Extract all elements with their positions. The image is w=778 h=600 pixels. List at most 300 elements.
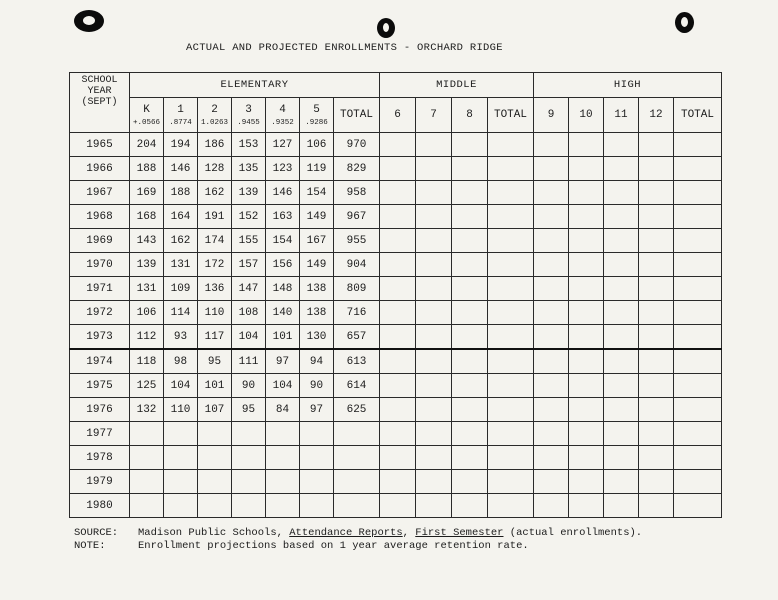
enrollment-cell: 153 [232, 133, 266, 157]
empty-cell [488, 398, 534, 422]
enrollment-cell: 94 [300, 349, 334, 374]
empty-cell [639, 398, 674, 422]
note-text-post: year average retention rate. [345, 540, 529, 552]
source-label: SOURCE: [74, 527, 119, 539]
empty-cell [380, 301, 416, 325]
elementary-col-header [198, 98, 232, 133]
empty-cell [488, 277, 534, 301]
enrollment-cell: 172 [198, 253, 232, 277]
empty-cell [380, 325, 416, 350]
empty-cell [569, 205, 604, 229]
table-row [70, 325, 722, 350]
enrollment-cell: 119 [300, 157, 334, 181]
enrollment-cell [198, 422, 232, 446]
empty-cell [534, 301, 569, 325]
empty-cell [569, 133, 604, 157]
empty-cell [534, 398, 569, 422]
empty-cell [604, 229, 639, 253]
empty-cell [674, 349, 722, 374]
enrollment-cell: 204 [130, 133, 164, 157]
enrollment-cell: 117 [198, 325, 232, 350]
enrollment-cell: 97 [266, 349, 300, 374]
grade-label: 4 [279, 103, 286, 116]
enrollment-cell: 148 [266, 277, 300, 301]
empty-cell [488, 494, 534, 518]
table-row [70, 422, 722, 446]
empty-cell [416, 205, 452, 229]
empty-cell [604, 133, 639, 157]
retention-rate: 1.0263 [200, 118, 228, 127]
empty-cell [569, 470, 604, 494]
elementary-total-cell: 716 [334, 301, 380, 325]
empty-cell [604, 349, 639, 374]
empty-cell [604, 494, 639, 518]
elementary-total-cell: 625 [334, 398, 380, 422]
enrollment-cell: 104 [164, 374, 198, 398]
binder-hole-middle [377, 18, 395, 38]
elementary-total-cell: 614 [334, 374, 380, 398]
empty-cell [452, 181, 488, 205]
empty-cell [452, 325, 488, 350]
enrollment-cell: 149 [300, 205, 334, 229]
table-row [70, 374, 722, 398]
table-row [70, 229, 722, 253]
note-text-pre: Enrollment projections based on [138, 540, 340, 552]
enrollment-cell: 152 [232, 205, 266, 229]
empty-cell [639, 277, 674, 301]
empty-cell [569, 422, 604, 446]
middle-col-header: TOTAL [488, 98, 534, 133]
enrollment-cell: 95 [198, 349, 232, 374]
empty-cell [674, 446, 722, 470]
enrollment-cell: 154 [300, 181, 334, 205]
year-cell: 1977 [70, 422, 130, 446]
empty-cell [639, 229, 674, 253]
empty-cell [452, 229, 488, 253]
enrollment-cell [130, 470, 164, 494]
empty-cell [380, 446, 416, 470]
elementary-total-cell [334, 446, 380, 470]
empty-cell [569, 446, 604, 470]
empty-cell [534, 470, 569, 494]
table-row [70, 398, 722, 422]
high-col-header: 9 [534, 98, 569, 133]
empty-cell [380, 253, 416, 277]
first-semester-title: First Semester [415, 527, 504, 539]
source-text-post: (actual enrollments). [503, 527, 643, 539]
source-line [74, 527, 642, 540]
empty-cell [452, 277, 488, 301]
empty-cell [569, 229, 604, 253]
table-row [70, 133, 722, 157]
empty-cell [674, 157, 722, 181]
enrollment-cell [164, 446, 198, 470]
enrollment-cell [130, 422, 164, 446]
enrollment-cell: 167 [300, 229, 334, 253]
empty-cell [534, 181, 569, 205]
enrollment-cell: 107 [198, 398, 232, 422]
elementary-col-header [266, 98, 300, 133]
empty-cell [674, 253, 722, 277]
empty-cell [604, 325, 639, 350]
empty-cell [416, 349, 452, 374]
binder-hole-right [675, 12, 694, 33]
grade-label: 3 [245, 103, 252, 116]
table-row [70, 277, 722, 301]
enrollment-cell: 138 [300, 301, 334, 325]
enrollment-cell: 131 [164, 253, 198, 277]
table-row [70, 205, 722, 229]
empty-cell [416, 157, 452, 181]
empty-cell [452, 133, 488, 157]
empty-cell [674, 205, 722, 229]
enrollment-cell: 118 [130, 349, 164, 374]
empty-cell [534, 277, 569, 301]
elementary-total-cell [334, 422, 380, 446]
empty-cell [452, 205, 488, 229]
enrollment-cell: 97 [300, 398, 334, 422]
enrollment-cell: 104 [232, 325, 266, 350]
empty-cell [416, 181, 452, 205]
elementary-group-header: ELEMENTARY [130, 73, 380, 98]
empty-cell [488, 325, 534, 350]
enrollment-cell: 106 [130, 301, 164, 325]
enrollment-cell: 139 [130, 253, 164, 277]
elementary-total-cell [334, 470, 380, 494]
year-cell: 1972 [70, 301, 130, 325]
elementary-col-header [334, 98, 380, 133]
empty-cell [488, 422, 534, 446]
empty-cell [674, 470, 722, 494]
empty-cell [452, 446, 488, 470]
note-line [74, 540, 642, 553]
empty-cell [416, 325, 452, 350]
elementary-total-cell: 829 [334, 157, 380, 181]
empty-cell [380, 422, 416, 446]
empty-cell [416, 133, 452, 157]
empty-cell [674, 277, 722, 301]
enrollment-cell: 162 [164, 229, 198, 253]
empty-cell [452, 398, 488, 422]
enrollment-cell: 138 [300, 277, 334, 301]
empty-cell [488, 229, 534, 253]
empty-cell [569, 494, 604, 518]
empty-cell [380, 374, 416, 398]
enrollment-cell [164, 422, 198, 446]
empty-cell [488, 157, 534, 181]
year-cell: 1965 [70, 133, 130, 157]
empty-cell [534, 133, 569, 157]
enrollment-cell [164, 494, 198, 518]
enrollment-cell: 108 [232, 301, 266, 325]
empty-cell [639, 157, 674, 181]
enrollment-cell: 127 [266, 133, 300, 157]
enrollment-cell: 156 [266, 253, 300, 277]
empty-cell [488, 470, 534, 494]
enrollment-cell: 109 [164, 277, 198, 301]
empty-cell [569, 374, 604, 398]
empty-cell [604, 205, 639, 229]
retention-rate: .8774 [169, 118, 192, 127]
empty-cell [380, 349, 416, 374]
elementary-total-cell [334, 494, 380, 518]
elementary-col-header [300, 98, 334, 133]
enrollment-cell [266, 422, 300, 446]
empty-cell [416, 253, 452, 277]
empty-cell [534, 325, 569, 350]
year-cell: 1980 [70, 494, 130, 518]
empty-cell [534, 205, 569, 229]
enrollment-cell: 188 [130, 157, 164, 181]
enrollment-cell [266, 494, 300, 518]
elementary-total-cell: 958 [334, 181, 380, 205]
grade-label: 2 [211, 103, 218, 116]
grade-label: 1 [177, 103, 184, 116]
table-row [70, 494, 722, 518]
empty-cell [380, 229, 416, 253]
empty-cell [674, 229, 722, 253]
empty-cell [604, 374, 639, 398]
enrollment-cell: 135 [232, 157, 266, 181]
enrollment-cell: 188 [164, 181, 198, 205]
year-cell: 1974 [70, 349, 130, 374]
empty-cell [534, 229, 569, 253]
high-col-header: 10 [569, 98, 604, 133]
empty-cell [452, 422, 488, 446]
enrollment-cell: 174 [198, 229, 232, 253]
empty-cell [674, 398, 722, 422]
empty-cell [488, 205, 534, 229]
enrollment-cell: 168 [130, 205, 164, 229]
binder-hole-left [74, 10, 104, 32]
note-number: 1 [339, 540, 346, 552]
empty-cell [452, 253, 488, 277]
empty-cell [569, 253, 604, 277]
empty-cell [569, 398, 604, 422]
empty-cell [488, 133, 534, 157]
table-row [70, 349, 722, 374]
high-group-header: HIGH [534, 73, 722, 98]
school-year-header-line3: (SEPT) [81, 97, 118, 108]
empty-cell [452, 470, 488, 494]
enrollment-cell: 139 [232, 181, 266, 205]
empty-cell [639, 253, 674, 277]
empty-cell [569, 157, 604, 181]
empty-cell [452, 301, 488, 325]
empty-cell [674, 181, 722, 205]
enrollment-cell: 164 [164, 205, 198, 229]
empty-cell [604, 277, 639, 301]
empty-cell [380, 277, 416, 301]
enrollment-cell [198, 470, 232, 494]
enrollment-cell: 146 [164, 157, 198, 181]
table-row [70, 470, 722, 494]
enrollment-cell [198, 446, 232, 470]
empty-cell [488, 181, 534, 205]
enrollment-cell [300, 470, 334, 494]
empty-cell [674, 494, 722, 518]
enrollment-cell: 123 [266, 157, 300, 181]
empty-cell [674, 325, 722, 350]
empty-cell [452, 157, 488, 181]
elementary-col-header [130, 98, 164, 133]
enrollment-cell: 104 [266, 374, 300, 398]
empty-cell [639, 349, 674, 374]
enrollment-cell: 106 [300, 133, 334, 157]
empty-cell [604, 398, 639, 422]
high-col-header: 11 [604, 98, 639, 133]
school-year-header [70, 73, 130, 133]
empty-cell [639, 325, 674, 350]
enrollment-cell: 125 [130, 374, 164, 398]
empty-cell [380, 181, 416, 205]
enrollment-cell [266, 446, 300, 470]
table-row [70, 253, 722, 277]
empty-cell [452, 374, 488, 398]
empty-cell [380, 205, 416, 229]
enrollment-cell: 155 [232, 229, 266, 253]
enrollment-cell: 154 [266, 229, 300, 253]
empty-cell [488, 446, 534, 470]
empty-cell [639, 205, 674, 229]
enrollment-cell [232, 446, 266, 470]
enrollment-cell [232, 494, 266, 518]
elementary-total-cell: 967 [334, 205, 380, 229]
empty-cell [488, 374, 534, 398]
empty-cell [674, 133, 722, 157]
grade-label: TOTAL [339, 109, 373, 121]
elementary-col-header [164, 98, 198, 133]
empty-cell [416, 470, 452, 494]
school-year-header-line2: YEAR [87, 86, 112, 97]
source-text-pre: Madison Public Schools, [138, 527, 290, 539]
empty-cell [534, 494, 569, 518]
empty-cell [639, 422, 674, 446]
empty-cell [416, 398, 452, 422]
enrollment-cell: 143 [130, 229, 164, 253]
empty-cell [639, 181, 674, 205]
empty-cell [416, 446, 452, 470]
middle-col-header: 6 [380, 98, 416, 133]
table-row [70, 157, 722, 181]
empty-cell [416, 422, 452, 446]
enrollment-cell [130, 446, 164, 470]
table-row [70, 301, 722, 325]
middle-col-header: 7 [416, 98, 452, 133]
enrollment-cell: 101 [198, 374, 232, 398]
retention-rate: .9352 [271, 118, 294, 127]
empty-cell [569, 325, 604, 350]
empty-cell [569, 301, 604, 325]
empty-cell [674, 374, 722, 398]
enrollment-cell [266, 470, 300, 494]
empty-cell [452, 494, 488, 518]
empty-cell [639, 470, 674, 494]
enrollment-cell: 146 [266, 181, 300, 205]
document-title: ACTUAL AND PROJECTED ENROLLMENTS - ORCHARD RIDGE [186, 42, 503, 54]
source-text-mid: , [402, 527, 416, 539]
enrollment-cell [300, 494, 334, 518]
elementary-total-cell: 904 [334, 253, 380, 277]
enrollment-cell: 114 [164, 301, 198, 325]
empty-cell [380, 398, 416, 422]
elementary-total-cell: 970 [334, 133, 380, 157]
enrollment-cell: 84 [266, 398, 300, 422]
year-cell: 1973 [70, 325, 130, 350]
empty-cell [534, 157, 569, 181]
elementary-col-header [232, 98, 266, 133]
empty-cell [674, 301, 722, 325]
enrollment-cell: 147 [232, 277, 266, 301]
enrollment-cell: 112 [130, 325, 164, 350]
enrollment-cell: 163 [266, 205, 300, 229]
empty-cell [639, 133, 674, 157]
year-cell: 1967 [70, 181, 130, 205]
empty-cell [604, 181, 639, 205]
empty-cell [380, 494, 416, 518]
elementary-total-cell: 657 [334, 325, 380, 350]
year-cell: 1966 [70, 157, 130, 181]
empty-cell [380, 133, 416, 157]
year-cell: 1970 [70, 253, 130, 277]
enrollment-cell: 149 [300, 253, 334, 277]
enrollment-cell: 140 [266, 301, 300, 325]
empty-cell [380, 157, 416, 181]
table-row [70, 181, 722, 205]
enrollment-cell: 130 [300, 325, 334, 350]
enrollment-cell: 93 [164, 325, 198, 350]
grade-label: K [143, 103, 150, 116]
elementary-total-cell: 955 [334, 229, 380, 253]
retention-rate: .9455 [237, 118, 260, 127]
table-row [70, 446, 722, 470]
empty-cell [604, 470, 639, 494]
empty-cell [604, 301, 639, 325]
empty-cell [488, 349, 534, 374]
empty-cell [416, 277, 452, 301]
enrollment-cell [300, 446, 334, 470]
retention-rate: .9286 [305, 118, 328, 127]
enrollment-cell [164, 470, 198, 494]
empty-cell [380, 470, 416, 494]
enrollment-cell: 90 [300, 374, 334, 398]
enrollment-cell: 110 [164, 398, 198, 422]
enrollment-cell: 157 [232, 253, 266, 277]
year-cell: 1978 [70, 446, 130, 470]
empty-cell [452, 349, 488, 374]
empty-cell [639, 374, 674, 398]
retention-rate: +.0566 [132, 118, 160, 127]
empty-cell [674, 422, 722, 446]
middle-group-header: MIDDLE [380, 73, 534, 98]
enrollment-cell [232, 470, 266, 494]
enrollment-cell: 110 [198, 301, 232, 325]
empty-cell [604, 253, 639, 277]
enrollment-cell: 191 [198, 205, 232, 229]
high-col-header: 12 [639, 98, 674, 133]
empty-cell [488, 253, 534, 277]
school-year-header-line1: SCHOOL [81, 75, 118, 86]
empty-cell [639, 494, 674, 518]
year-cell: 1968 [70, 205, 130, 229]
empty-cell [569, 349, 604, 374]
empty-cell [639, 446, 674, 470]
enrollment-cell: 111 [232, 349, 266, 374]
middle-col-header: 8 [452, 98, 488, 133]
empty-cell [488, 301, 534, 325]
enrollment-cell [300, 422, 334, 446]
enrollment-cell [232, 422, 266, 446]
